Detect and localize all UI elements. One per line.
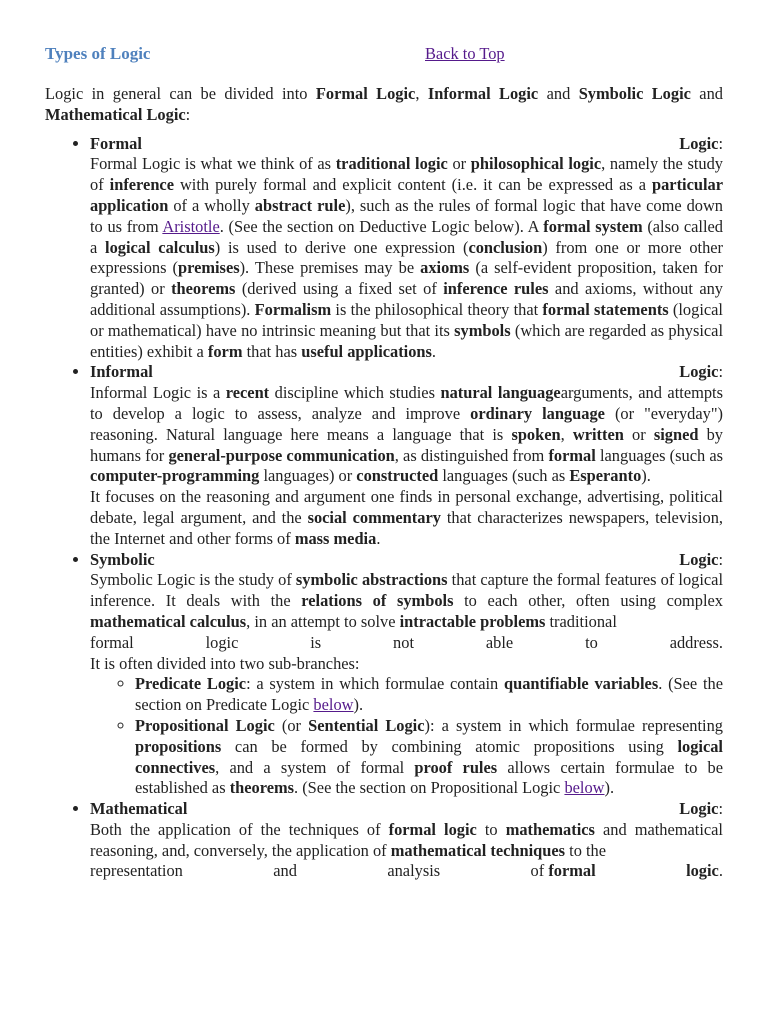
text-run: .	[376, 528, 381, 548]
text-run: Symbolic Logic is the study of	[90, 570, 296, 590]
bold-term: formal	[548, 861, 596, 881]
intro-term: Informal Logic	[427, 84, 539, 103]
bold-term: inference rules	[443, 279, 549, 299]
intro-text: and	[690, 84, 723, 103]
bold-term: logic	[686, 861, 719, 881]
intro-text: and	[538, 84, 579, 103]
bold-term: mathematics	[505, 819, 595, 839]
aristotle-link[interactable]: Aristotle	[162, 216, 220, 236]
bold-term: theorems	[171, 279, 236, 299]
bold-term: quantifiable variables	[504, 674, 659, 694]
bold-term: logical calculus	[105, 237, 215, 257]
item-name: • Mathematical	[90, 799, 188, 819]
intro-text: Logic in general can be divided into	[45, 84, 316, 103]
text-run: (logical or mathematical) have no intrinsic meaning but that its	[90, 299, 723, 340]
sub-branches-intro: It is often divided into two sub-branches:	[90, 653, 360, 673]
item-description	[90, 383, 723, 487]
text-run: not	[393, 632, 414, 652]
logic-types-list	[45, 134, 723, 883]
bold-term: formal	[548, 445, 596, 465]
text-run: to	[585, 632, 598, 652]
item-colon: :	[718, 799, 723, 819]
text-run: . (See the section on Predicate Logic	[135, 674, 723, 715]
bold-term: Predicate Logic	[135, 674, 247, 694]
text-run: (or	[274, 715, 309, 735]
bold-term: traditional logic	[335, 154, 448, 174]
bold-term: logical connectives	[135, 736, 723, 777]
text-run: ), such as the rules of formal logic that have come down to us from	[90, 195, 724, 236]
bold-term: constructed	[356, 466, 439, 486]
justified-line	[90, 861, 723, 882]
text-run: , and a system of formal	[215, 757, 415, 777]
text-run: that has	[242, 341, 302, 361]
intro-term: Symbolic Logic	[578, 84, 691, 103]
item-name: • Formal	[90, 133, 142, 153]
text-run: languages (such as	[595, 445, 723, 465]
bold-term: Sentential Logic	[308, 715, 425, 735]
bold-term: spoken	[511, 424, 561, 444]
bold-term: social commentary	[307, 507, 441, 527]
text-run: (a self-evident proposition, taken for granted) or	[90, 258, 723, 299]
text-run: Both the application of the techniques of	[90, 819, 389, 839]
text-run: ): a system in which formulae representing	[424, 715, 723, 735]
bold-term: abstract rule	[254, 195, 346, 215]
text-run: (derived using a fixed set of	[235, 279, 444, 299]
bold-term: inference	[109, 175, 174, 195]
text-run: that characterizes newspapers, television, the Internet and other forms of	[90, 507, 723, 548]
text-run: ).	[604, 778, 615, 798]
bold-term: natural language	[440, 383, 561, 403]
item-logic-word: Logic	[679, 133, 719, 153]
text-run: of	[530, 861, 545, 881]
predicate-below-link[interactable]: below	[313, 695, 354, 715]
text-run: and mathematical reasoning, and, conversely, the application of	[90, 819, 723, 860]
text-run: ,	[560, 424, 573, 444]
item-colon: :	[718, 362, 723, 382]
item-description	[90, 820, 723, 862]
text-run: is the philosophical theory that	[331, 299, 543, 319]
text-run: (or "everyday") reasoning. Natural language here means a language that is	[90, 403, 723, 444]
text-run: and axioms, without any additional assumptions).	[90, 279, 723, 319]
intro-term: Mathematical Logic	[45, 104, 186, 124]
sub-item-propositional	[135, 716, 723, 799]
bold-term: written	[572, 424, 624, 444]
bold-term: signed	[653, 424, 699, 444]
item-heading	[90, 799, 723, 820]
text-run: allows certain formulae to be established as	[135, 757, 724, 798]
bold-term: relations of symbols	[301, 591, 454, 611]
item-logic-word: Logic	[679, 362, 719, 382]
justified-line	[90, 633, 723, 654]
text-run: by humans for	[90, 424, 724, 465]
text-run: that capture the formal features of logical inference. It deals with the	[90, 570, 724, 611]
item-description	[90, 154, 723, 362]
bold-term: general-purpose communication	[168, 445, 395, 465]
bold-term: formal system	[543, 216, 643, 236]
text-run: ) is used to derive one expression (	[214, 237, 469, 257]
text-run: able	[485, 632, 514, 652]
text-run: logic	[205, 632, 239, 652]
bold-term: mathematical calculus	[90, 611, 247, 631]
text-run: arguments, and attempts to develop a logic to assess, analyze and improve	[90, 383, 723, 423]
text-run: to the	[565, 840, 607, 860]
text-run: ).	[641, 466, 651, 486]
item-name: • Informal	[90, 362, 153, 382]
bold-term: axioms	[420, 258, 470, 278]
text-run: with purely formal and explicit content (i.e. it can be expressed as a	[173, 175, 652, 195]
item-heading	[90, 550, 723, 571]
list-item-informal	[90, 362, 723, 549]
text-run: or	[623, 424, 654, 444]
propositional-below-link[interactable]: below	[564, 778, 605, 798]
item-description	[90, 570, 723, 632]
item-heading	[90, 134, 723, 155]
bold-term: propositions	[135, 736, 222, 756]
text-run: Formal Logic is what we think of as	[90, 154, 336, 174]
text-run: , namely the study of	[90, 154, 723, 195]
bold-term: symbolic abstractions	[295, 570, 448, 590]
bold-term: premises	[177, 258, 240, 278]
list-item-symbolic	[90, 550, 723, 800]
bold-term: symbols	[454, 320, 511, 340]
item-colon: :	[718, 133, 723, 153]
text-run: . (See the section on Propositional Logic	[294, 778, 565, 798]
item-heading	[90, 362, 723, 383]
intro-term: Formal Logic	[315, 84, 416, 103]
bold-term: philosophical logic	[470, 154, 602, 174]
text-run: . (See the section on Deductive Logic below). A	[219, 216, 544, 236]
bold-term: formal statements	[542, 299, 669, 319]
sub-item-predicate	[135, 674, 723, 716]
bold-term: Propositional Logic	[135, 715, 275, 735]
text-run: , as distinguished from	[394, 445, 549, 465]
item-logic-word: Logic	[679, 549, 719, 569]
item-name: • Symbolic	[90, 549, 155, 569]
bold-term: ordinary language	[470, 403, 605, 423]
text-run: .	[431, 341, 437, 361]
text-run: ).	[353, 695, 364, 715]
bold-term: formal logic	[388, 819, 477, 839]
text-run: and	[273, 861, 297, 881]
sub-branches-list	[90, 674, 723, 799]
back-to-top-link[interactable]: Back to Top	[425, 44, 505, 63]
text-run: discipline which studies	[269, 383, 441, 403]
intro-text: :	[185, 104, 191, 124]
bold-term: conclusion	[468, 237, 543, 257]
bold-term: useful applications	[301, 341, 432, 361]
text-run: formal	[90, 632, 134, 652]
intro-paragraph	[45, 84, 723, 126]
text-run: to each other, often using complex	[453, 591, 724, 611]
text-run: address.	[669, 632, 723, 652]
bold-term: intractable problems	[399, 611, 546, 631]
text-run: .	[718, 861, 723, 881]
text-run: (which are regarded as physical entities) exhibit a	[90, 320, 723, 361]
bold-term: mathematical techniques	[390, 840, 566, 860]
text-run: ) from one or more other expressions (	[90, 237, 723, 278]
bold-term: theorems	[229, 778, 295, 798]
text-run: analysis	[387, 861, 441, 881]
bold-term: Esperanto	[569, 466, 642, 486]
text-run: representation	[90, 861, 183, 881]
text-run: is	[310, 632, 322, 652]
bold-term: recent	[225, 383, 270, 403]
list-item-formal	[90, 134, 723, 363]
section-title: Types of Logic	[45, 44, 151, 63]
text-run: to	[476, 819, 506, 839]
text-run: traditional	[545, 611, 617, 631]
item-colon: :	[718, 549, 723, 569]
bold-term: form	[207, 341, 243, 361]
section-header	[45, 44, 723, 68]
text-run: languages (such as	[438, 466, 570, 486]
text-run: : a system in which formulae contain	[246, 674, 504, 694]
text-run: or	[447, 154, 471, 174]
intro-text: ,	[415, 84, 428, 103]
bold-term: particular application	[90, 175, 723, 215]
text-run: ). These premises may be	[239, 258, 421, 278]
bold-term: mass media	[294, 528, 377, 548]
item-logic-word: Logic	[679, 799, 719, 819]
text-run: , in an attempt to solve	[246, 611, 400, 631]
text-run: of a wholly	[168, 195, 255, 215]
text-run: can be formed by combining atomic propositions using	[221, 736, 678, 756]
text-run: languages) or	[259, 466, 357, 486]
bold-term: computer-programming	[90, 466, 260, 486]
list-item-mathematical	[90, 799, 723, 882]
text-run: Informal Logic is a	[90, 383, 226, 403]
bold-term: proof rules	[414, 757, 498, 777]
bold-term: Formalism	[254, 299, 332, 319]
text-run: (also called a	[90, 216, 723, 257]
text-run: It focuses on the reasoning and argument one finds in personal exchange, advertising, political debate, legal argument, and the	[90, 487, 723, 527]
item-description-2	[90, 487, 723, 549]
